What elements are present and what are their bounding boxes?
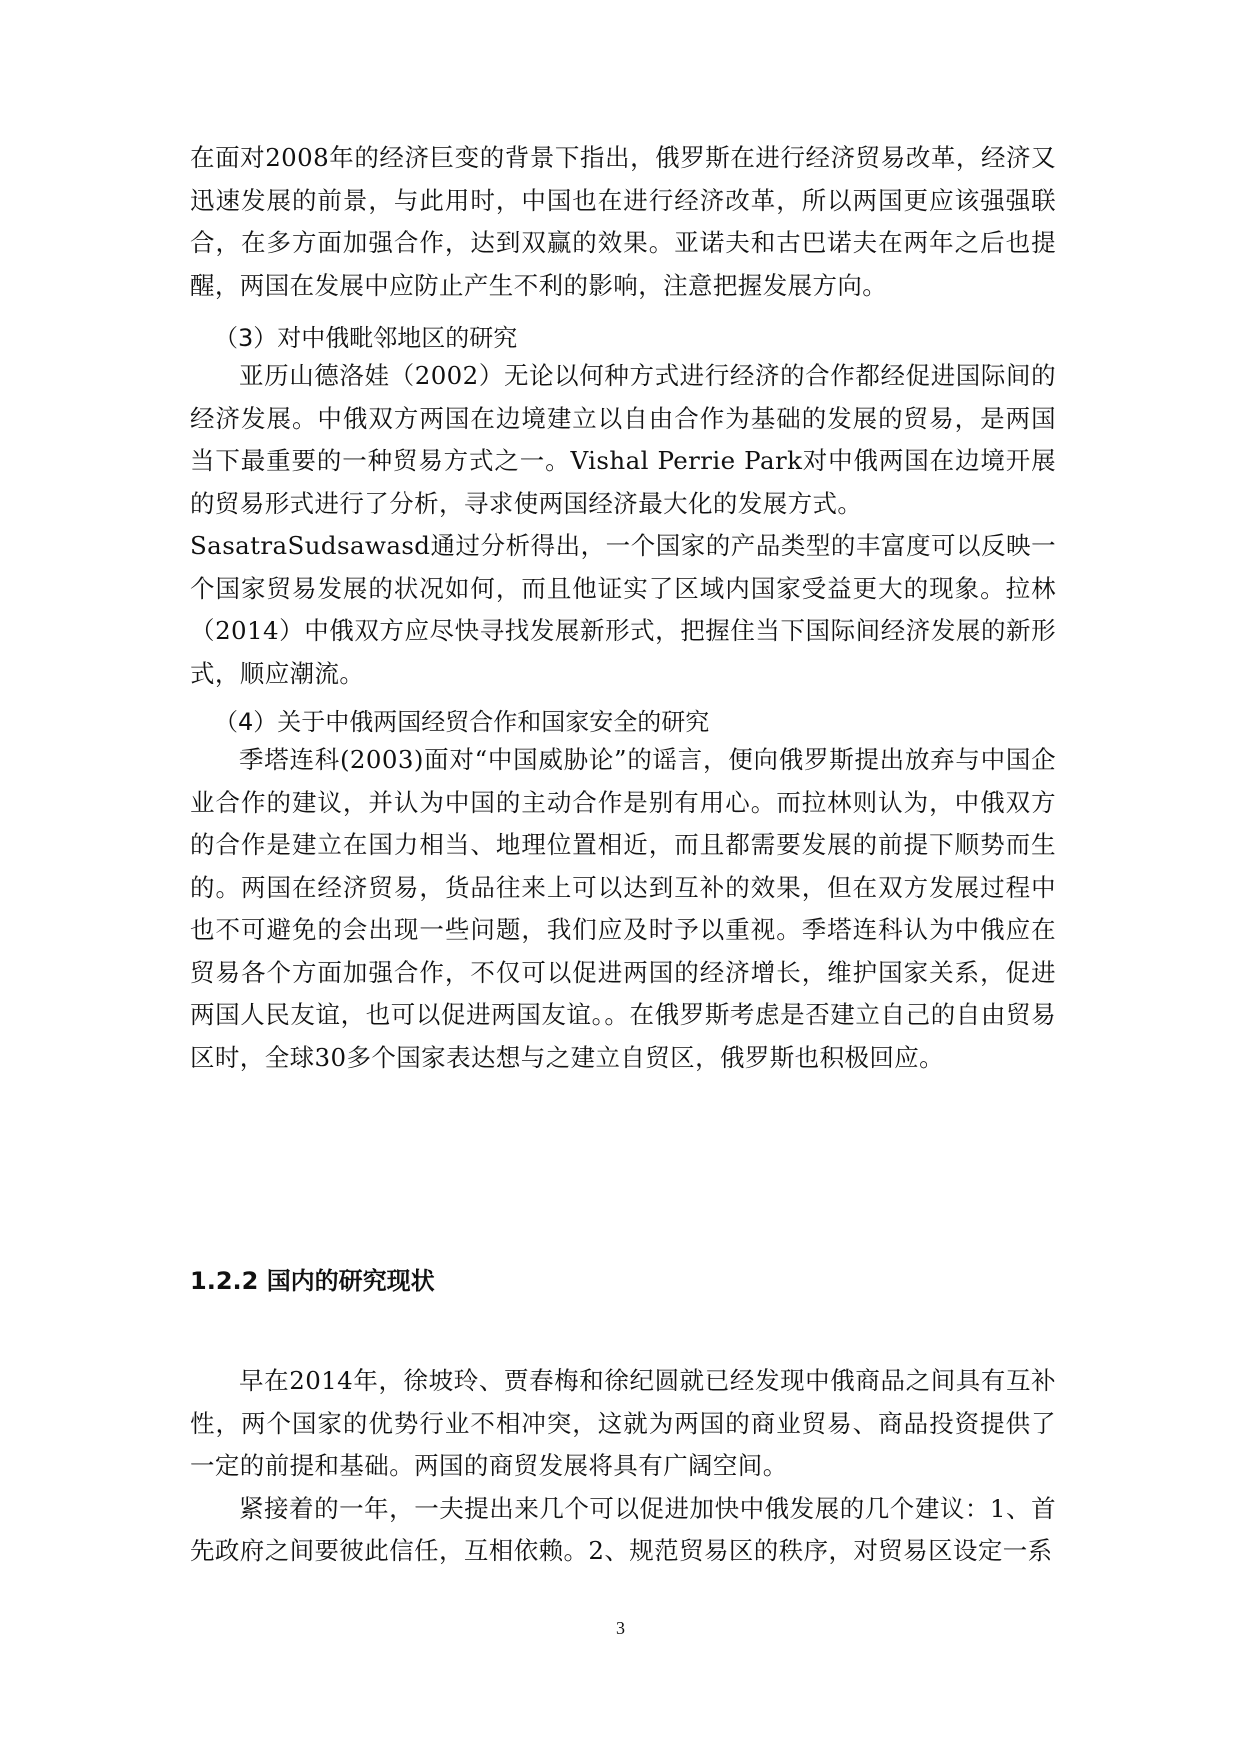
paragraph-titarenko: 季塔连科(2003)面对“中国威胁论”的谣言，便向俄罗斯提出放弃与中国企业合作的建议，并认为中国的主动合作是别有用心。而拉林则认为，中俄双方的合作是建立在国力相当、地理位置相近，而且都需要发展的前提下顺势而生的。两国在经济贸易，货品往来上可以达到互补的效果，但在双方发展过程中也不可避免的会出现一些问题，我们应及时予以重视。季塔连科认为中俄应在贸易各个方面加强合作，不仅可以促进两国的经济增长，维护国家关系，促进两国人民友谊，也可以促进两国友谊。。在俄罗斯考虑是否建立自己的自由贸易区时，全球30多个国家表达想与之建立自贸区，俄罗斯也积极回应。 <box>190 745 1056 1072</box>
paragraph-economic-change: 在面对2008年的经济巨变的背景下指出，俄罗斯在进行经济贸易改革，经济又迅速发展的前景，与此用时，中国也在进行经济改革，所以两国更应该强强联合，在多方面加强合作，达到双赢的效果。亚诺夫和古巴诺夫在两年之后也提醒，两国在发展中应防止产生不利的影响，注意把握发展方向。 <box>190 143 1056 300</box>
paragraph-block-4 <box>190 1360 1056 1573</box>
section-heading-domestic-research: 1.2.2 国内的研究现状 <box>190 1267 435 1295</box>
subheading-trade-security: （4）关于中俄两国经贸合作和国家安全的研究 <box>214 708 710 736</box>
subheading-border-regions: （3）对中俄毗邻地区的研究 <box>214 324 518 352</box>
paragraph-block-2 <box>190 355 1056 695</box>
paragraph-sudsawasd: SasatraSudsawasd通过分析得出，一个国家的产品类型的丰富度可以反映一个国家贸易发展的状况如何，而且他证实了区域内国家受益更大的现象。拉林（2014）中俄双方应尽快寻找发展新形式，把握住当下国际间经济发展的新形式，顺应潮流。 <box>190 531 1056 688</box>
paragraph-block-1 <box>190 137 1056 307</box>
paragraph-block-3 <box>190 739 1056 1079</box>
paragraph-complementarity: 早在2014年，徐坡玲、贾春梅和徐纪圆就已经发现中俄商品之间具有互补性，两个国家的优势行业不相冲突，这就为两国的商业贸易、商品投资提供了一定的前提和基础。两国的商贸发展将具有广阔空间。 <box>190 1366 1056 1480</box>
paragraph-alexandrova: 亚历山德洛娃（2002）无论以何种方式进行经济的合作都经促进国际间的经济发展。中俄双方两国在边境建立以自由合作为基础的发展的贸易，是两国当下最重要的一种贸易方式之一。Vishal Perrie Park对中俄两国在边境开展的贸易形式进行了分析，寻求使两国经济最大化的发展方式。 <box>190 361 1056 518</box>
page-number: 3 <box>616 1618 625 1638</box>
paragraph-suggestions: 紧接着的一年，一夫提出来几个可以促进加快中俄发展的几个建议：1、首先政府之间要彼此信任，互相依赖。2、规范贸易区的秩序，对贸易区设定一系 <box>190 1493 1056 1565</box>
